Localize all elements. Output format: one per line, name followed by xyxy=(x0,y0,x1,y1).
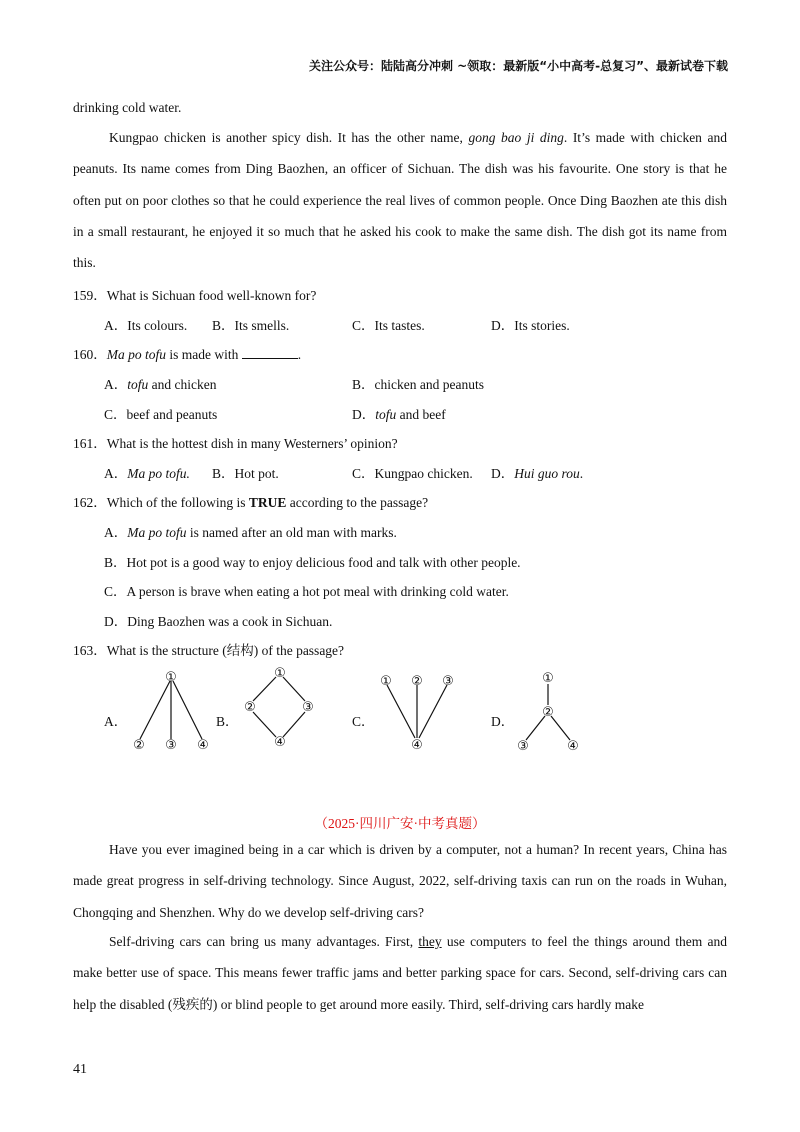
node-3: ③ xyxy=(442,674,454,689)
paragraph-text: use computers to feel the things around them and make better use of space. This means fewer traffic jams and better parking space for cars. Second, self-driving cars can help the disabled (残疾的) or blind people to get around more easily. Third, self-driving cars hardly make xyxy=(73,934,727,1012)
q161-option-a[interactable]: A．Ma po tofu. xyxy=(104,466,190,481)
page-header: 关注公众号：陆陆高分冲刺 ~领取：最新版“小中高考-总复习”、最新试卷下载 xyxy=(309,59,728,73)
q163-option-a-label[interactable]: A． xyxy=(104,714,128,729)
paragraph-text: Self-driving cars can bring us many advantages. First, xyxy=(109,934,419,949)
passage-paragraph-advantages xyxy=(73,926,727,1020)
q159-option-a[interactable]: A．Its colours. xyxy=(104,318,188,333)
q160-option-d[interactable]: D．tofu and beef xyxy=(352,407,446,422)
diagram-b-edge xyxy=(283,677,305,701)
passage-line: drinking cold water. xyxy=(73,100,182,115)
node-1: ① xyxy=(542,671,554,686)
paragraph-text: Kungpao chicken is another spicy dish. It has the other name, xyxy=(109,130,469,145)
diagram-d-edge xyxy=(551,716,570,740)
passage-paragraph-self-driving-intro xyxy=(73,834,727,928)
q163-option-b-label[interactable]: B． xyxy=(216,714,239,729)
node-3: ③ xyxy=(517,739,529,754)
node-2: ② xyxy=(133,738,145,753)
question-163: 163．What is the structure (结构) of the passage? xyxy=(73,643,345,658)
question-162: 162．Which of the following is TRUE according to the passage? xyxy=(73,495,429,510)
source-label: （2025·四川广安·中考真题） xyxy=(314,816,486,831)
page-number: 41 xyxy=(73,1062,87,1077)
q159-option-d[interactable]: D．Its stories. xyxy=(491,318,570,333)
node-2: ② xyxy=(542,705,554,720)
q162-option-a[interactable]: A．Ma po tofu is named after an old man with marks. xyxy=(104,525,397,540)
diagram-c-edge xyxy=(419,685,447,738)
dish-name: Ma po tofu xyxy=(106,347,166,362)
node-4: ④ xyxy=(411,738,423,753)
node-4: ④ xyxy=(567,739,579,754)
paragraph-text: Have you ever imagined being in a car which is driven by a computer, not a human? In recent years, China has made great progress in self-driving technology. Since August, 2022, self-driving taxis can run on the roads in Wuhan, Chongqing and Shenzhen. Why do we develop self-driving cars? xyxy=(73,842,727,920)
node-1: ① xyxy=(274,666,286,681)
q161-option-d[interactable]: D．Hui guo rou. xyxy=(491,466,584,481)
node-2: ② xyxy=(244,700,256,715)
question-161: 161．What is the hottest dish in many Westerners’ opinion? xyxy=(73,436,398,451)
node-4: ④ xyxy=(274,735,286,750)
q161-option-b[interactable]: B．Hot pot. xyxy=(212,466,279,481)
underlined-word: they xyxy=(418,934,442,949)
diagram-b-edge xyxy=(283,712,305,737)
paragraph-text: . It’s made with chicken and peanuts. Its name comes from Ding Baozhen, an officer of Sichuan. The dish was his favourite. One story is that he often put on poor clothes so that he could experience the real lives of common people. Once Ding Baozhen ate this dish in a small restaurant, he enjoyed it so much that he asked his cook to make the same dish. The dish got its name from this. xyxy=(73,130,727,271)
q159-option-c[interactable]: C．Its tastes. xyxy=(352,318,425,333)
q162-option-b[interactable]: B．Hot pot is a good way to enjoy delicious food and talk with other people. xyxy=(104,555,521,570)
diagram-b-edge xyxy=(253,677,276,701)
diagram-a-edge xyxy=(140,681,170,739)
q159-option-b[interactable]: B．Its smells. xyxy=(212,318,290,333)
q160-option-c[interactable]: C．beef and peanuts xyxy=(104,407,218,422)
q160-option-a[interactable]: A．tofu and chicken xyxy=(104,377,217,392)
node-3: ③ xyxy=(165,738,177,753)
pinyin-name: gong bao ji ding xyxy=(468,130,564,145)
diagram-c-edge xyxy=(387,685,415,738)
question-text: is made with xyxy=(166,347,242,362)
node-1: ① xyxy=(165,670,177,685)
diagram-a-edge xyxy=(173,681,202,739)
q160-option-b[interactable]: B．chicken and peanuts xyxy=(352,377,484,392)
question-number: 160． xyxy=(73,347,107,362)
q162-option-c[interactable]: C．A person is brave when eating a hot pot meal with drinking cold water. xyxy=(104,584,509,599)
node-1: ① xyxy=(380,674,392,689)
q161-option-c[interactable]: C．Kungpao chicken. xyxy=(352,466,473,481)
q163-option-c-label[interactable]: C． xyxy=(352,714,375,729)
node-3: ③ xyxy=(302,700,314,715)
q163-option-d-label[interactable]: D． xyxy=(491,714,515,729)
emphasis-true: TRUE xyxy=(248,495,287,510)
question-159: 159．What is Sichuan food well-known for? xyxy=(73,288,317,303)
node-2: ② xyxy=(411,674,423,689)
q162-option-d[interactable]: D．Ding Baozhen was a cook in Sichuan. xyxy=(104,614,333,629)
question-end: . xyxy=(297,347,302,362)
node-4: ④ xyxy=(197,738,209,753)
diagram-b-edge xyxy=(253,712,276,737)
